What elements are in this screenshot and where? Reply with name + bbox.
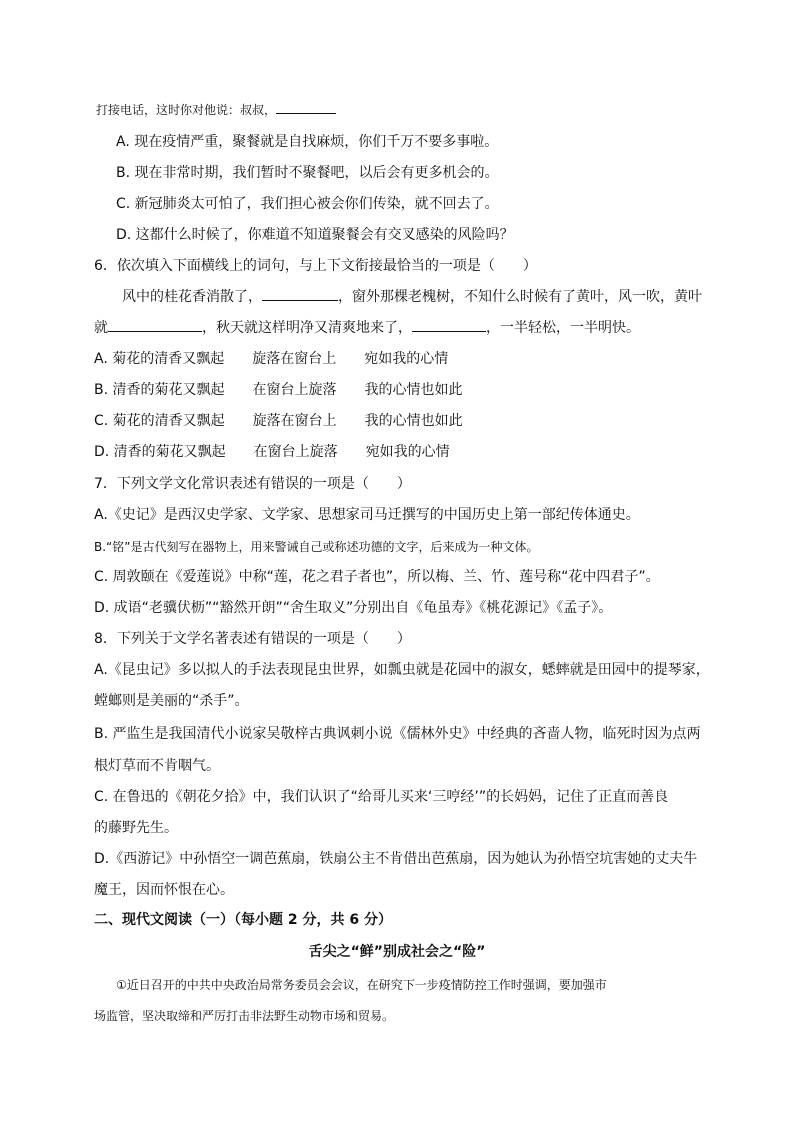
option-line: 螳螂则是美丽的“杀手”。 (94, 693, 249, 709)
option-line: A.《昆虫记》多以拟人的手法表现昆虫世界，如瓢虫就是花园中的淑女，蟋蟀就是田园中的提琴家， (94, 662, 710, 678)
article-paragraph: ①近日召开的中共中央政治局常务委员会会议，在研究下一步疫情防控工作时强调，要加强市 (116, 978, 607, 992)
text-fragment: 风中的桂花香消散了， (122, 289, 262, 305)
text-line (94, 318, 640, 338)
option-line: C. 周敦颐在《爱莲说》中称“莲，花之君子者也”，所以梅、兰、竹、莲号称“花中四君子”。 (94, 569, 660, 585)
answer-blank (276, 101, 336, 114)
section-heading: 二、现代文阅读（一）（每小题 2 分，共 6 分） (94, 912, 392, 928)
article-paragraph: 场监管，坚决取缔和严厉打击非法野生动物市场和贸易。 (94, 1009, 395, 1023)
option-line: B. 现在非常时期，我们暂时不聚餐吧，以后会有更多机会的。 (116, 165, 499, 181)
option-line: C. 在鲁迅的《朝花夕拾》中，我们认识了“给哥儿买来‘三哼经’”的长妈妈，记住了正直而善良 (94, 789, 669, 805)
option-line: D.《西游记》中孙悟空一调芭蕉扇，铁扇公主不肯借出芭蕉扇，因为她认为孙悟空坑害她的丈夫牛 (94, 851, 698, 867)
question-stem: 7．下列文学文化常识表述有错误的一项是（ ） (94, 476, 411, 492)
option-line: A.《史记》是西汉史学家、文学家、思想家司马迁撰写的中国历史上第一部纪传体通史。 (94, 507, 640, 523)
option-line: C. 菊花的清香又飘起 旋落在窗台上 我的心情也如此 (94, 413, 463, 429)
option-line: 根灯草而不肯咽气。 (94, 758, 220, 774)
option-line: D. 成语“老骥伏枥”“豁然开朗”“舍生取义”分别出自《龟虽寿》《桃花源记》《孟子》。 (94, 600, 613, 616)
option-line: D. 这都什么时候了，你难道不知道聚餐会有交叉感染的风险吗？ (116, 227, 514, 243)
option-line: B.“铭”是古代刻写在器物上，用来警诫自己或称述功德的文字，后来成为一种文体。 (94, 540, 539, 554)
text-fragment: 就 (94, 320, 108, 336)
article-title: 舌尖之“鲜”别成社会之“险” (308, 944, 486, 960)
text-fragment: 打接电话，这时你对他说：叔叔， (96, 103, 277, 117)
option-line: B. 严监生是我国清代小说家吴敬梓古典讽刺小说《儒林外史》中经典的吝啬人物，临死时因为点两 (94, 726, 701, 742)
option-line: A. 现在疫情严重，聚餐就是自找麻烦，你们千万不要多事啦。 (116, 134, 499, 150)
option-line: 的藤野先生。 (94, 820, 178, 836)
option-line: A. 菊花的清香又飘起 旋落在窗台上 宛如我的心情 (94, 351, 449, 367)
text-line (122, 287, 702, 307)
question-stem: 6．依次填入下面横线上的词句，与上下文衔接最恰当的一项是（ ） (94, 258, 537, 274)
option-line: 魔王，因而怀恨在心。 (94, 882, 234, 898)
answer-blank (412, 319, 486, 332)
option-line: D. 清香的菊花又飘起 在窗台上旋落 宛如我的心情 (94, 444, 450, 460)
text-fragment: ，一半轻松，一半明快。 (486, 320, 640, 336)
answer-blank (262, 288, 338, 301)
question-stem: 8．下列关于文学名著表述有错误的一项是（ ） (94, 631, 411, 647)
text-fragment: ，窗外那棵老槐树，不知什么时候有了黄叶，风一吹，黄叶 (338, 289, 702, 305)
answer-blank (108, 319, 202, 332)
option-line: C. 新冠肺炎太可怕了，我们担心被会你们传染，就不回去了。 (116, 196, 499, 212)
option-line: B. 清香的菊花又飘起 在窗台上旋落 我的心情也如此 (94, 382, 463, 398)
text-fragment: ，秋天就这样明净又清爽地来了， (202, 320, 412, 336)
text-line (96, 100, 336, 120)
